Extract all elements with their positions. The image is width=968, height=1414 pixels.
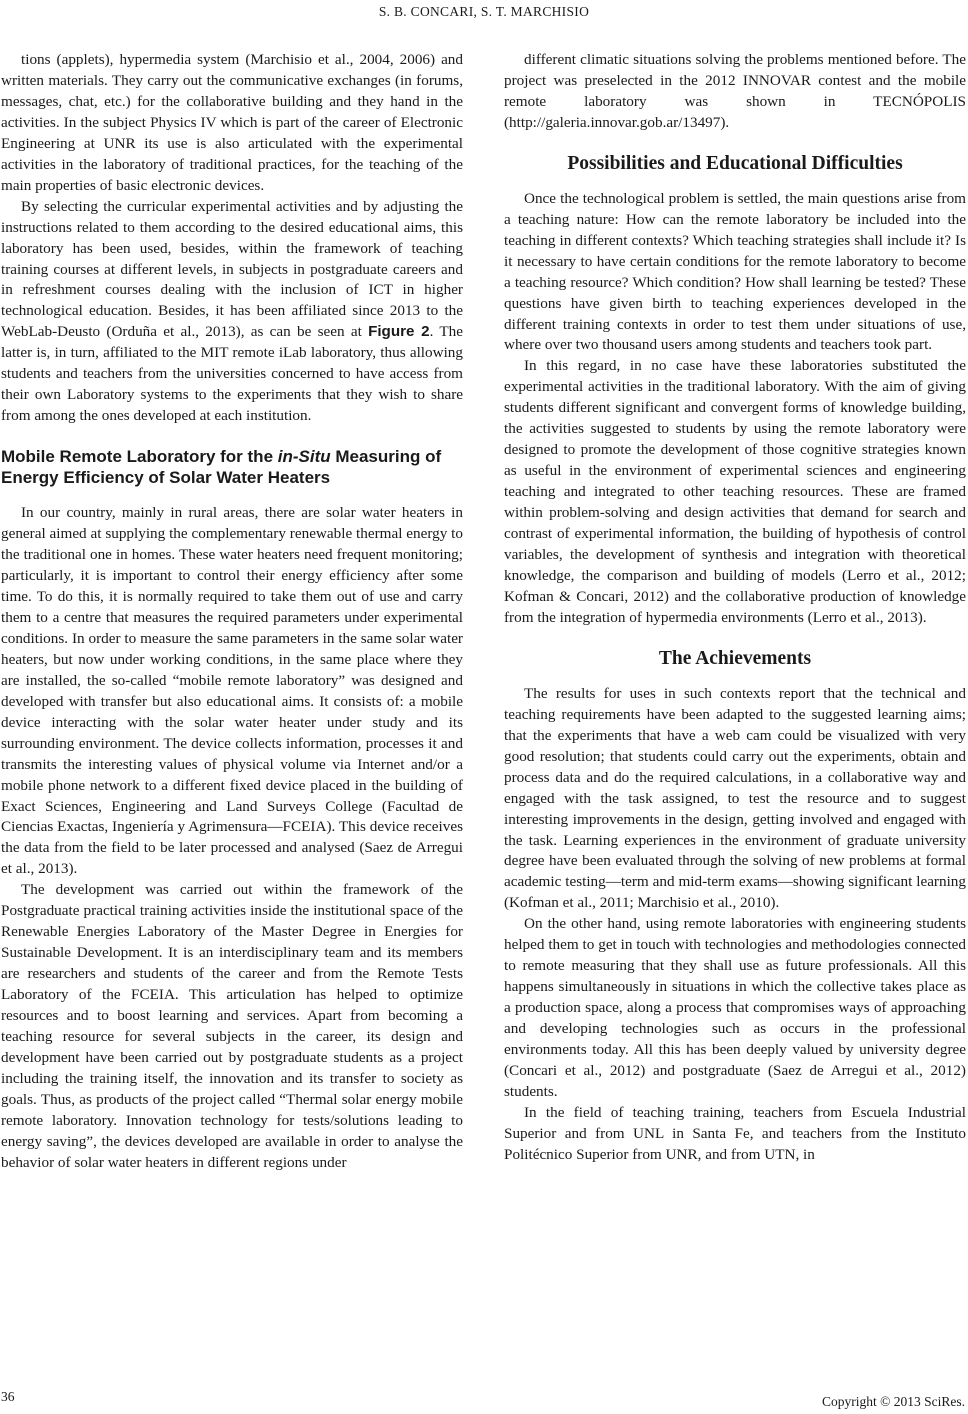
paragraph [1, 197, 463, 427]
paragraph: In the field of teaching training, teachers from Escuela Industrial Superior and from UNL in Santa Fe, and teachers from the Instituto Politécnico Superior from UNR, and from UTN, in [504, 1103, 966, 1163]
paragraph: In this regard, in no case have these laboratories substituted the experimental activities in the traditional laboratory. With the aim of giving students different significant and convergent forms of knowledge building, the activities suggested to students by using the remote laboratory were designed to promote the development of those cognitive strategies known as useful in the environment of experimental sciences and engineering teaching and integrated to other teaching resources. These are framed within problem-solving and design activities that demand for search and contrast of experimental information, the building of hypothesis of control variables, the development of synthesis and integration with theoretical knowledge, the comparison and building of models (Lerro et al., 2012; Kofman & Concari, 2012) and the collaborative production of knowledge from the integration of hypermedia environments (Lerro et al., 2013). [504, 357, 966, 626]
heading-text: Measuring of Energy Efficiency of Solar Water Heaters [1, 447, 442, 488]
page-number: 36 [1, 1389, 15, 1404]
heading-text: Mobile Remote Laboratory for the [1, 447, 278, 467]
right-column [504, 50, 966, 1166]
figure-reference: Figure 2 [368, 323, 430, 341]
left-column [1, 50, 463, 1174]
paragraph: The development was carried out within the framework of the Postgraduate practical training activities inside the institutional space of the Renewable Energies Laboratory of the Master Degree in Energies for Sustainable Development. It is an interdisciplinary team and its members are researchers and students of the career and from the Remote Tests Laboratory of the FCEIA. This articulation has helped to optimize resources and to boost learning and services. Apart from becoming a teaching resource for several subjects in the career, its design and development have been carried out by postgraduate students as a project including the training itself, the innovation and its transfer to society as goals. Thus, as products of the project called “Thermal solar energy mobile remote laboratory. Innovation technology for tests/solutions leading to energy saving”, the devices developed are available in order to analyse the behavior of solar water heaters in different regions under [1, 881, 463, 1171]
section-heading: The Achievements [658, 647, 812, 669]
running-head: S. B. CONCARI, S. T. MARCHISIO [378, 4, 590, 19]
paragraph: tions (applets), hypermedia system (Marchisio et al., 2004, 2006) and written materials. They carry out the communicative exchanges (in forums, messages, chat, etc.) for the collaborative building and they hand in the activities. In the subject Physics IV which is part of the career of Electronic Engineering at UNR its use is also articulated with the experimental activities in the laboratory of traditional practices, for the teaching of the main properties of basic electronic devices. [1, 51, 463, 194]
paragraph: On the other hand, using remote laboratories with engineering students helped them to get in touch with technologies and methodologies connected to remote measuring that they shall use as future professionals. All this happens simultaneously in situations in which the collective takes place as a production space, along a process that compromises ways of approaching and developing technologies such as occurs in the professional environments today. All this has been deeply valued by university degree (Concari et al., 2012) and postgraduate (Saez de Arregui et al., 2012) students. [504, 915, 966, 1100]
paragraph: In our country, mainly in rural areas, there are solar water heaters in general aimed at supplying the complementary renewable thermal energy to the traditional one in homes. These water heaters need frequent monitoring; particularly, it is important to control their energy efficiency after some time. To do this, it is normally required to take them out of use and carry them to a centre that measures the required parameters under experimental conditions. In order to measure the same parameters in the same solar water heaters, but now under working conditions, in the same place where they are installed, the so-called “mobile remote laboratory” was designed and developed with transfer but also educational aims. It consists of: a mobile device interacting with the solar water heater under study and its surrounding environment. The device collects information, processes it and transmits the interesting values of physical volume via Internet and/or a mobile phone network to a different fixed device placed in the building of Exact Sciences, Engineering and Land Surveys College (Facultad de Ciencias Exactas, Ingeniería y Agrimensura—FCEIA). This device receives the data from the field to be later processed and analysed (Saez de Arregui et al., 2013). [1, 504, 463, 878]
paragraph-text: . The latter is, in turn, affiliated to the MIT remote iLab laboratory, thus allowing students and teachers from the universities concerned to have access from their own Laboratory systems to the experiments that they wish to share from among the ones developed at each institution. [1, 323, 463, 425]
copyright-notice: Copyright © 2013 SciRes. [821, 1394, 965, 1409]
heading-italic: in-Situ [277, 447, 331, 467]
section-heading: Possibilities and Educational Difficulties [567, 152, 903, 174]
paragraph: different climatic situations solving the problems mentioned before. The project was preselected in the 2012 INNOVAR contest and the mobile remote laboratory was shown in TECNÓPOLIS (http://galeria.innovar.gob.ar/13497). [504, 51, 966, 131]
paragraph: The results for uses in such contexts report that the technical and teaching requirements have been adapted to the suggested learning aims; that the experiments that have a web cam could be visualized with very good resolution; that students could carry out the experiments, obtain and process data and do the required calculations, in a collaborative way and engaged with the task assigned, to test the resource and to suggest interesting improvements in the design, getting involved and engaged with the task. Learning experiences in the environment of graduate university degree have been evaluated through the solving of new problems at formal academic testing—term and mid-term exams—showing significant learning (Kofman et al., 2011; Marchisio et al., 2010). [504, 684, 966, 912]
paragraph-text: By selecting the curricular experimental activities and by adjusting the instructions related to them according to the desired educational aims, this laboratory has been used, besides, within the framework of teaching training courses at different levels, in subjects in postgraduate careers and in refreshment courses dealing with the inclusion of ICT in higher technological education. Besides, it has been affiliated since 2013 to the WebLab-Deusto (Orduña et al., 2013), as can be seen at [1, 197, 463, 341]
section-heading [1, 446, 463, 488]
paragraph: Once the technological problem is settled, the main questions arise from a teaching nature: How can the remote laboratory be included into the teaching in different contexts? Which teaching strategies shall include it? Is it necessary to have certain conditions for the remote laboratory to become a teaching resource? Which condition? How shall learning be tested? These questions have given birth to teaching experiences developed in the different training contexts in order to test them under situations of use, where over two thousand users among students and teachers took part. [504, 189, 966, 354]
